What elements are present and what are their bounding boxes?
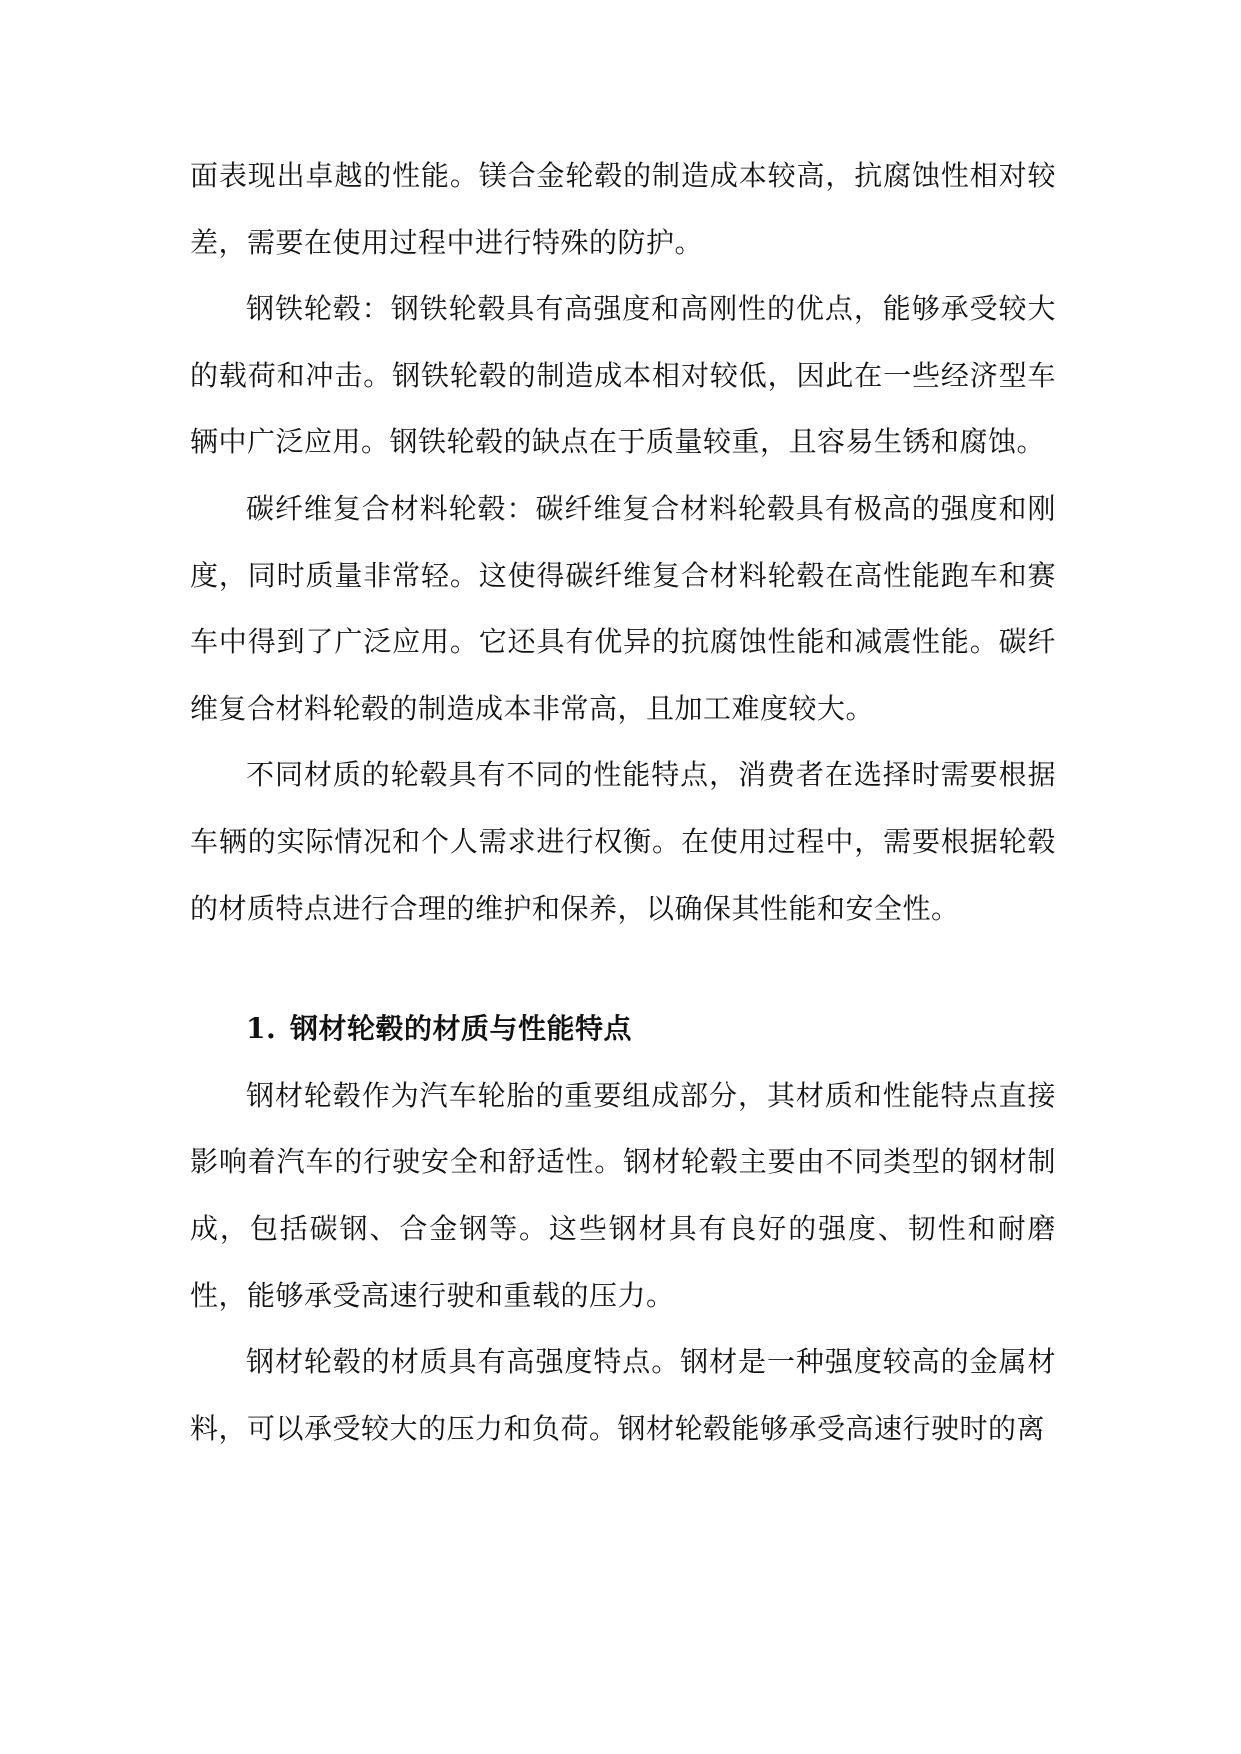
paragraph-summary: 不同材质的轮毂具有不同的性能特点，消费者在选择时需要根据车辆的实际情况和个人需求进行权衡。在使用过程中，需要根据轮毂的材质特点进行合理的维护和保养，以确保其性能和安全性。	[190, 758, 1056, 925]
paragraph-carbon-fiber-wheels: 碳纤维复合材料轮毂：碳纤维复合材料轮毂具有极高的强度和刚度，同时质量非常轻。这使得碳纤维复合材料轮毂在高性能跑车和赛车中得到了广泛应用。它还具有优异的抗腐蚀性能和减震性能。碳纤维复合材料轮毂的制造成本非常高，且加工难度较大。	[190, 491, 1056, 725]
paragraph-steel-intro: 钢材轮毂作为汽车轮胎的重要组成部分，其材质和性能特点直接影响着汽车的行驶安全和舒适性。钢材轮毂主要由不同类型的钢材制成，包括碳钢、合金钢等。这些钢材具有良好的强度、韧性和耐磨性，能够承受高速行驶和重载的压力。	[190, 1078, 1056, 1312]
section-title: 钢材轮毂的材质与性能特点	[290, 1012, 633, 1046]
paragraph-steel-wheels: 钢铁轮毂：钢铁轮毂具有高强度和高刚性的优点，能够承受较大的载荷和冲击。钢铁轮毂的制造成本相对较低，因此在一些经济型车辆中广泛应用。钢铁轮毂的缺点在于质量较重，且容易生锈和腐蚀。	[190, 292, 1056, 459]
paragraph-continued: 面表现出卓越的性能。镁合金轮毂的制造成本较高，抗腐蚀性相对较差，需要在使用过程中进行特殊的防护。	[190, 159, 1056, 259]
section-number: 1.	[246, 1012, 277, 1046]
section-heading	[190, 996, 1056, 1063]
paragraph-steel-strength: 钢材轮毂的材质具有高强度特点。钢材是一种强度较高的金属材料，可以承受较大的压力和负荷。钢材轮毂能够承受高速行驶时的离	[190, 1345, 1056, 1445]
page-content	[190, 143, 1056, 1462]
